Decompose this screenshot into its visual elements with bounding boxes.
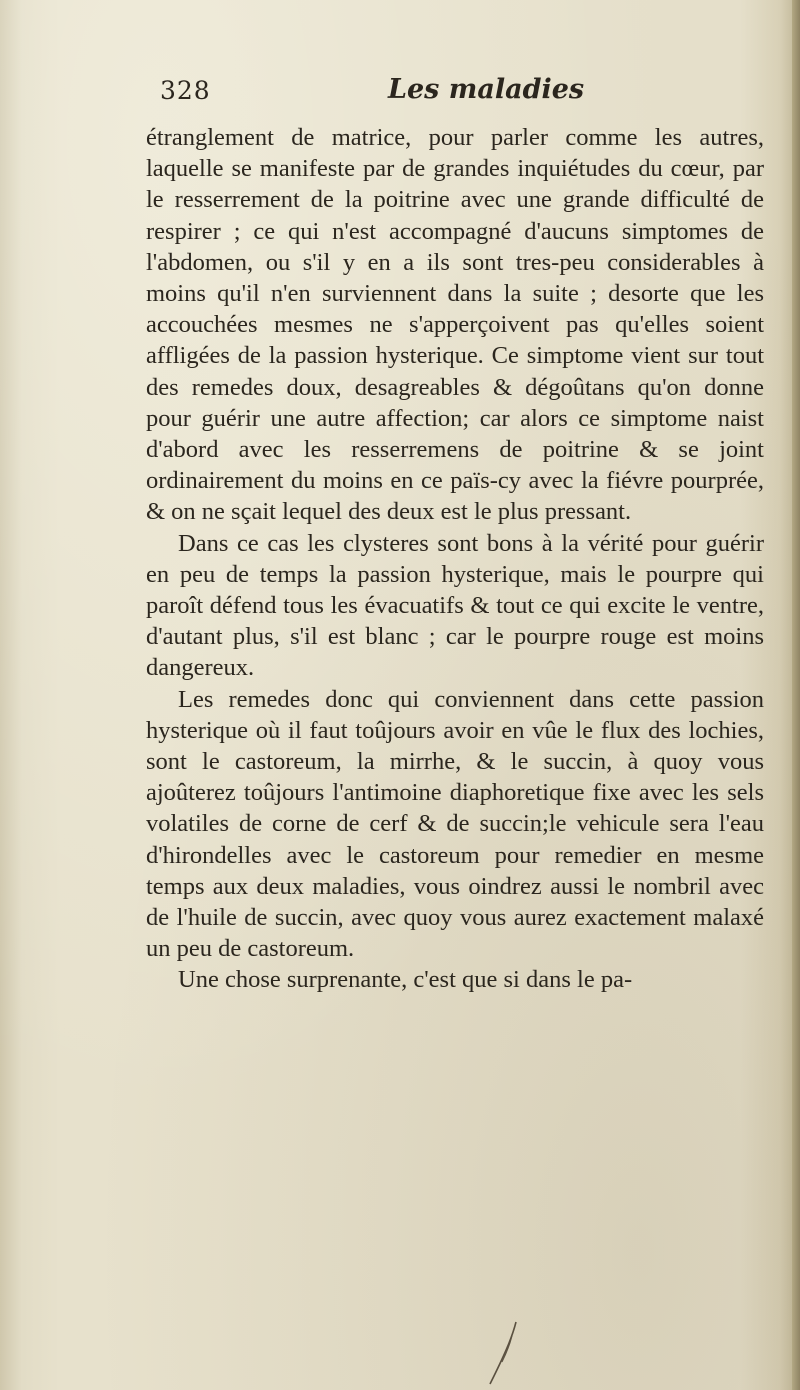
paragraph-chose-surprenante: Une chose surprenante, c'est que si dans le pa- (178, 966, 633, 994)
paragraph-remedes: Les remedes donc qui conviennent dans cette passion hysterique où il faut toûjours avoir en vûe le flux des lochies, sont le castoreum, la mirrhe, & le succin, à quoy vous ajoûterez toûjours l'antimoine diaphoretique fixe avec les sels volatiles de corne de cerf & de succin;le vehicule sera l'eau d'hirondelles avec le castoreum pour remedier en mesme temps aux deux maladies, vous oindrez aussi le nombril avec de l'huile de succin, avec quoy vous aurez exactement malaxé un peu de castoreum. (146, 685, 764, 963)
ink-stroke-mark (476, 1318, 536, 1388)
page-header (160, 74, 720, 118)
paragraph-continued: étranglement de matrice, pour parler comme les autres, laquelle se manifeste par de grandes inquiétudes du cœur, par le resserrement de la poitrine avec une grande difficulté de respirer ; ce qui n'est accompagné d'aucuns simptomes de l'abdomen, ou s'il y en a ils sont tres-peu considerables à moins qu'il n'en surviennent dans la suite ; desorte que les accouchées mesmes ne s'apperçoivent pas qu'elles soient affligées de la passion hysterique. Ce simptome vient sur tout des remedes doux, desagreables & dégoûtans qu'on donne pour guérir une autre affection; car alors ce simptome naist d'abord avec les resserremens de poitrine & se joint ordinairement du moins en ce païs-cy avec la fiévre pourprée, & on ne sçait lequel des deux est le plus pressant. (146, 124, 764, 526)
paragraph-clysteres: Dans ce cas les clysteres sont bons à la vérité pour guérir en peu de temps la passion hysterique, mais le pourpre qui paroît défend tous les évacuatifs & tout ce qui excite le ventre, d'autant plus, s'il est blanc ; car le pourpre rouge est moins dangereux. (146, 529, 764, 682)
page-number: 328 (160, 76, 211, 105)
body-text (146, 122, 764, 996)
running-title: Les maladies (388, 74, 585, 105)
page-edge (792, 0, 800, 1390)
